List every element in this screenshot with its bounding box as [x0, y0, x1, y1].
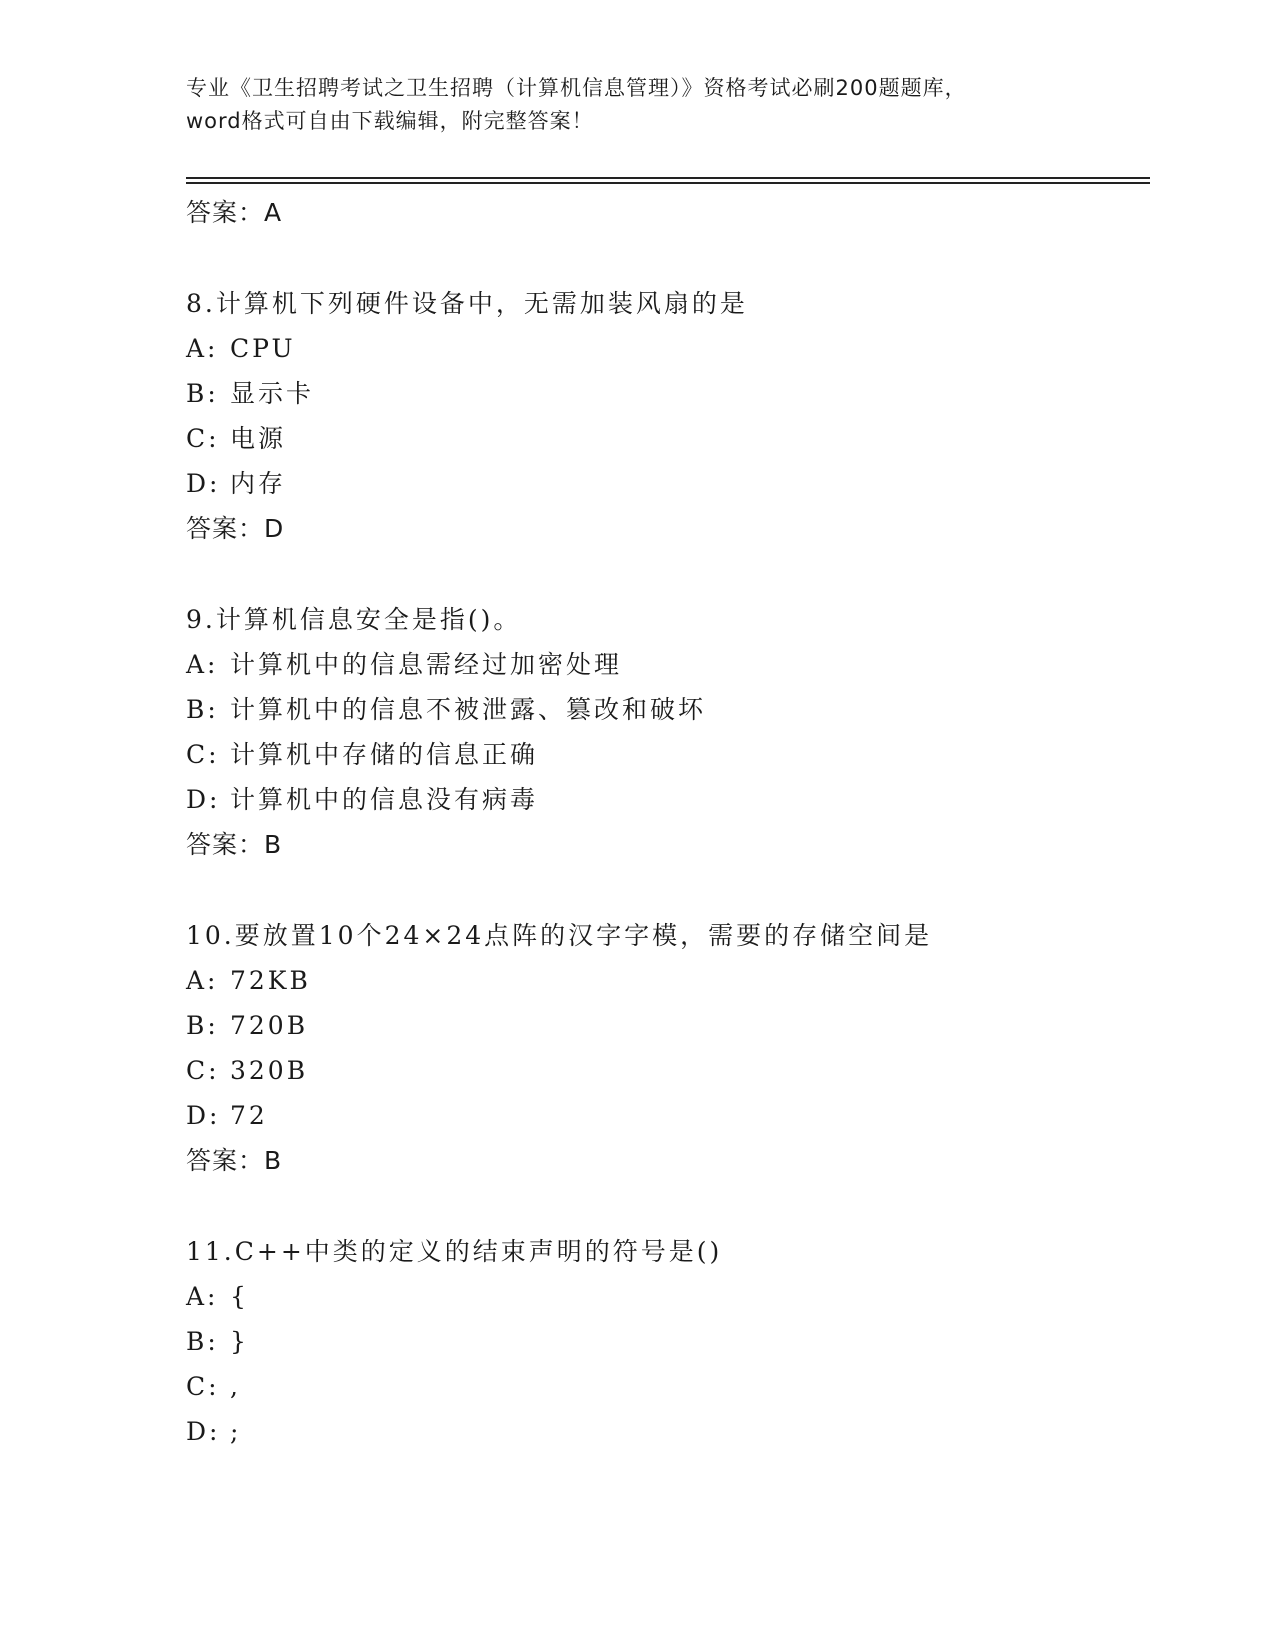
question-title: 10.要放置10个24×24点阵的汉字字模，需要的存储空间是	[186, 921, 933, 950]
option-c	[186, 416, 1146, 461]
option-d	[186, 777, 1146, 822]
question-title: 9.计算机信息安全是指()。	[186, 605, 522, 634]
question-title: 11.C++中类的定义的结束声明的符号是()	[186, 1237, 723, 1266]
option-a	[186, 326, 1146, 371]
option-d	[186, 1093, 1146, 1138]
spacer	[186, 235, 1146, 281]
option-d	[186, 1409, 1146, 1454]
option-letter: C:	[186, 424, 220, 453]
question-title: 8.计算机下列硬件设备中，无需加装风扇的是	[186, 289, 748, 318]
option-letter: A:	[186, 1282, 219, 1311]
option-text: }	[230, 1327, 249, 1356]
option-letter: A:	[186, 966, 219, 995]
option-text: ;	[230, 1417, 242, 1446]
header-divider-top	[186, 177, 1150, 179]
spacer	[186, 867, 1146, 913]
option-letter: D:	[186, 785, 221, 814]
option-letter: D:	[186, 1417, 221, 1446]
option-c	[186, 1048, 1146, 1093]
option-text: 计算机中的信息没有病毒	[230, 785, 539, 814]
question-8	[186, 281, 1146, 551]
header-line-1: 专业《卫生招聘考试之卫生招聘（计算机信息管理）》资格考试必刷200题题库，	[186, 76, 967, 100]
option-text: ,	[230, 1372, 241, 1401]
option-letter: A:	[186, 650, 219, 679]
option-letter: C:	[186, 740, 220, 769]
option-a	[186, 958, 1146, 1003]
question-list	[186, 190, 1146, 1454]
option-text: 72	[230, 1101, 268, 1130]
option-text: CPU	[230, 334, 296, 363]
header-divider-bottom	[186, 182, 1150, 184]
option-a	[186, 1274, 1146, 1319]
option-c	[186, 1364, 1146, 1409]
option-letter: B:	[186, 1011, 219, 1040]
option-letter: C:	[186, 1372, 220, 1401]
option-text: {	[230, 1282, 249, 1311]
document-header	[186, 72, 1146, 138]
option-b	[186, 1319, 1146, 1364]
option-text: 计算机中的信息不被泄露、篡改和破坏	[230, 695, 707, 724]
option-text: 计算机中的信息需经过加密处理	[230, 650, 623, 679]
option-text: 720B	[230, 1011, 309, 1040]
option-b	[186, 687, 1146, 732]
option-text: 内存	[230, 469, 287, 498]
answer-line: 答案：B	[186, 830, 283, 859]
option-letter: D:	[186, 469, 221, 498]
header-line-2: word格式可自由下载编辑，附完整答案！	[186, 109, 594, 133]
spacer	[186, 1183, 1146, 1229]
option-d	[186, 461, 1146, 506]
answer-line: 答案：D	[186, 514, 285, 543]
option-b	[186, 371, 1146, 416]
answer-line: 答案：A	[186, 198, 283, 227]
option-a	[186, 642, 1146, 687]
option-text: 72KB	[230, 966, 311, 995]
option-letter: B:	[186, 695, 219, 724]
option-letter: D:	[186, 1101, 221, 1130]
question-11	[186, 1229, 1146, 1454]
spacer	[186, 551, 1146, 597]
answer-line: 答案：B	[186, 1146, 283, 1175]
option-letter: C:	[186, 1056, 220, 1085]
option-c	[186, 732, 1146, 777]
question-10	[186, 913, 1146, 1183]
option-letter: A:	[186, 334, 219, 363]
option-letter: B:	[186, 379, 219, 408]
option-b	[186, 1003, 1146, 1048]
option-text: 320B	[230, 1056, 309, 1085]
question-9	[186, 597, 1146, 867]
option-text: 显示卡	[230, 379, 315, 408]
option-text: 计算机中存储的信息正确	[230, 740, 539, 769]
option-letter: B:	[186, 1327, 219, 1356]
option-text: 电源	[230, 424, 287, 453]
